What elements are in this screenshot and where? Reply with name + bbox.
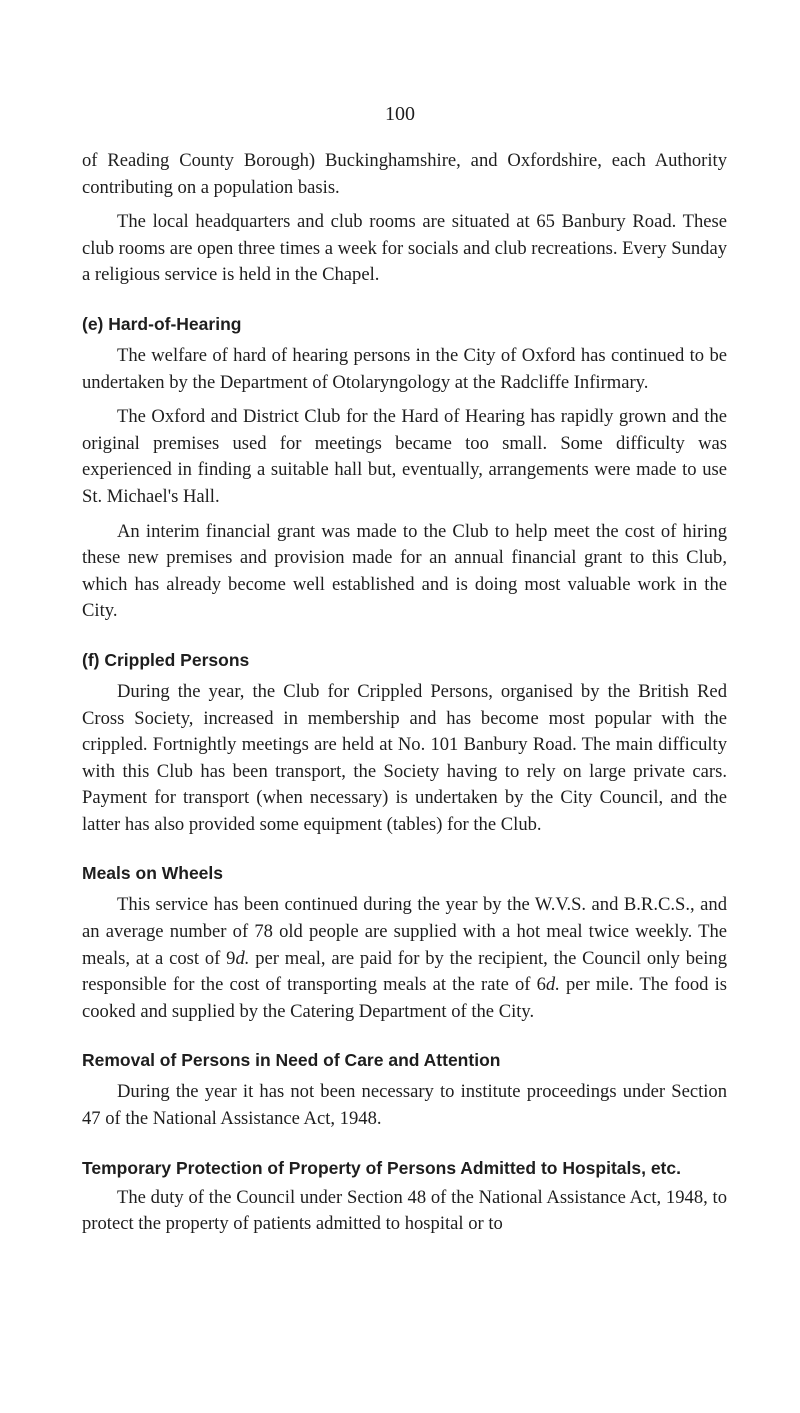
meals-on-wheels-paragraph xyxy=(82,892,727,1025)
meals-text-part-1: This service has been continued during the year by the W.V.S. and B.R.C.S., and an average number of 78 old people are supplied with a hot meal twice weekly. The meals, at a cost of 9 xyxy=(82,894,727,969)
removal-paragraph: During the year it has not been necessary to institute proceedings under Section 47 of the National Assistance Act, 1948. xyxy=(82,1081,727,1130)
temporary-protection-paragraph: The duty of the Council under Section 48 of the National Assistance Act, 1948, to protect the property of patients admitted to hospital or to xyxy=(82,1186,727,1235)
heading-crippled-persons: (f) Crippled Persons xyxy=(82,649,250,670)
meals-text-part-3: per mile. The food is cooked and supplied by the Catering Department of the City. xyxy=(82,974,727,1022)
heading-removal-of-persons: Removal of Persons in Need of Care and Attention xyxy=(82,1050,501,1071)
crippled-persons-paragraph: During the year, the Club for Crippled Persons, organised by the British Red Cross Society, increased in membership and has become most popular with the crippled. Fortnightly meetings are held at No. 101 Banbury Road. The main difficulty with this Club has been transport, the Society having to rely on large private cars. Payment for transport (when necessary) is undertaken by the City Council, and the latter has also provided some equipment (tables) for the Club. xyxy=(82,680,727,835)
hard-of-hearing-paragraph-3: An interim financial grant was made to the Club to help meet the cost of hiring these new premises and provision made for an annual financial grant to this Club, which has already become well established and is doing most valuable work in the City. xyxy=(82,520,727,622)
intro-paragraph-1: of Reading County Borough) Buckinghamshire, and Oxfordshire, each Authority contributing on a population basis. xyxy=(82,150,727,198)
heading-temporary-protection: Temporary Protection of Property of Persons Admitted to Hospitals, etc. xyxy=(82,1157,681,1178)
pence-abbrev: d. xyxy=(235,947,250,969)
pence-abbrev: d. xyxy=(545,974,560,996)
intro-paragraph-2: The local headquarters and club rooms are situated at 65 Banbury Road. These club rooms are open three times a week for socials and club recreations. Every Sunday a religious service is held in the Chapel. xyxy=(82,211,727,286)
heading-hard-of-hearing: (e) Hard-of-Hearing xyxy=(82,313,242,334)
page-number: 100 xyxy=(385,103,415,125)
meals-text-part-2: per meal, are paid for by the recipient, the Council only being responsible for the cost of transporting meals at the rate of 6 xyxy=(82,947,728,996)
page-body xyxy=(82,148,727,1248)
heading-meals-on-wheels: Meals on Wheels xyxy=(82,863,224,884)
hard-of-hearing-paragraph-1: The welfare of hard of hearing persons in the City of Oxford has continued to be undertaken by the Department of Otolaryngology at the Radcliffe Infirmary. xyxy=(82,344,727,393)
hard-of-hearing-paragraph-2: The Oxford and District Club for the Hard of Hearing has rapidly grown and the original premises used for meetings became too small. Some difficulty was experienced in finding a suitable hall but, eventually, arrangements were made to use St. Michael's Hall. xyxy=(82,406,727,507)
